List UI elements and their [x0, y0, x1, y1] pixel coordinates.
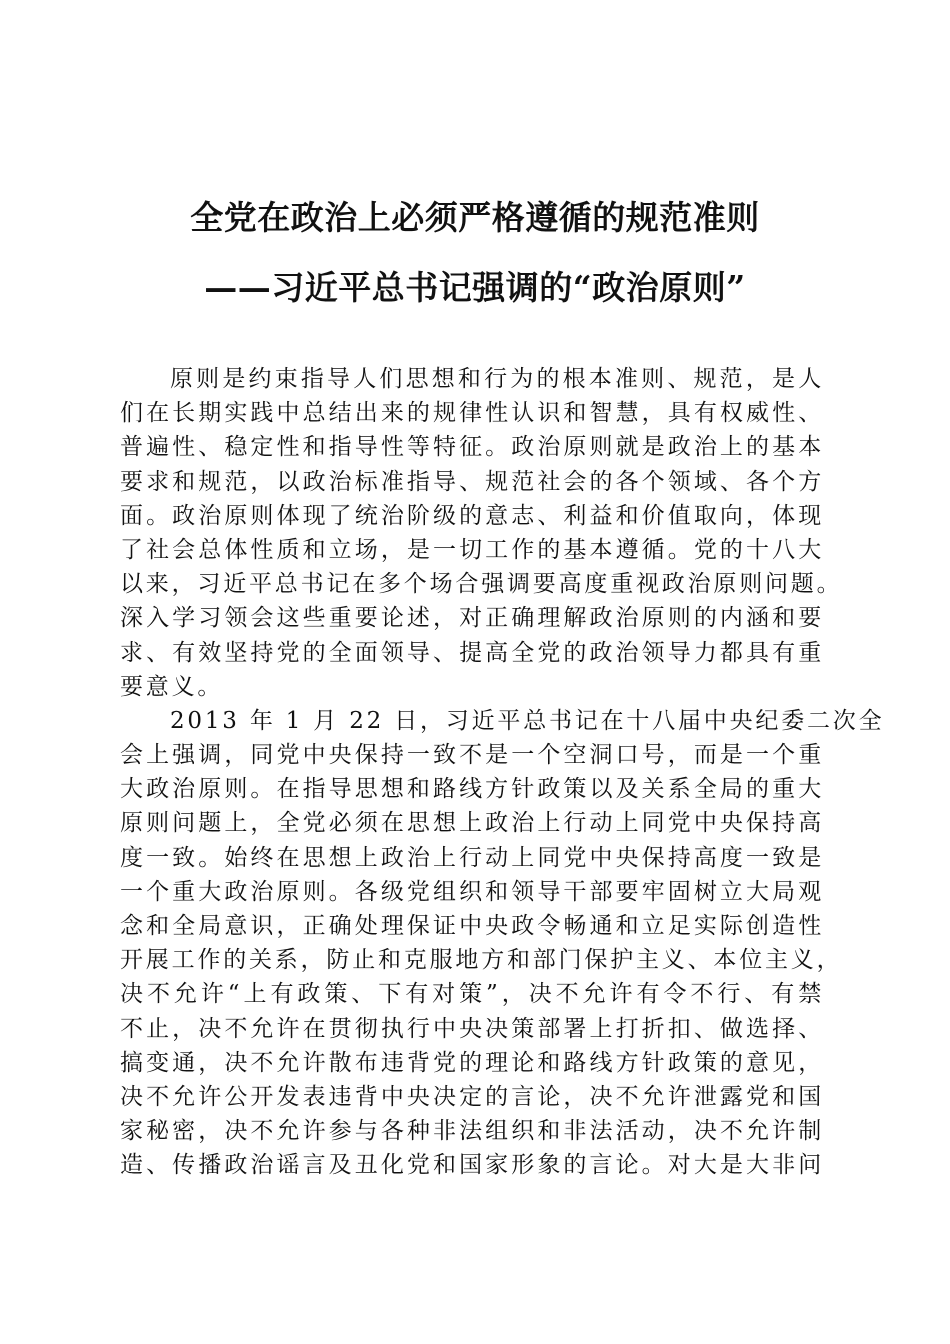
body-line: 求、有效坚持党的全面领导、提高全党的政治领导力都具有重 — [120, 639, 824, 666]
body-line: 面。政治原则体现了统治阶级的意志、利益和价值取向，体现 — [120, 502, 824, 529]
document-title: 全党在政治上必须严格遵循的规范准则 — [190, 198, 760, 237]
document-subtitle: ——习近平总书记强调的“政治原则” — [204, 268, 746, 307]
body-line: 不止，决不允许在贯彻执行中央决策部署上打折扣、做选择、 — [120, 1015, 824, 1042]
body-line: 深入学习领会这些重要论述，对正确理解政治原则的内涵和要 — [120, 605, 824, 632]
body-line: 要意义。 — [120, 673, 224, 700]
body-line: 以来，习近平总书记在多个场合强调要高度重视政治原则问题。 — [120, 571, 843, 598]
body-line: 念和全局意识，正确处理保证中央政令畅通和立足实际创造性 — [120, 913, 824, 939]
body-line: 开展工作的关系，防止和克服地方和部门保护主义、本位主义， — [120, 947, 843, 974]
body-line: 决不允许“上有政策、下有对策”，决不允许有令不行、有禁 — [120, 981, 824, 1008]
body-line: 一个重大政治原则。各级党组织和领导干部要牢固树立大局观 — [120, 878, 824, 905]
body-line: 们在长期实践中总结出来的规律性认识和智慧，具有权威性、 — [120, 400, 824, 427]
body-line: 家秘密，决不允许参与各种非法组织和非法活动，决不允许制 — [120, 1118, 824, 1145]
body-line: 要求和规范，以政治标准指导、规范社会的各个领域、各个方 — [120, 468, 824, 495]
body-line: 了社会总体性质和立场，是一切工作的基本遵循。党的十八大 — [120, 536, 824, 563]
body-line: 原则是约束指导人们思想和行为的根本准则、规范，是人 — [170, 366, 824, 392]
body-line: 度一致。始终在思想上政治上行动上同党中央保持高度一致是 — [120, 844, 824, 871]
body-line: 原则问题上，全党必须在思想上政治上行动上同党中央保持高 — [120, 810, 824, 837]
body-line: 决不允许公开发表违背中央决定的言论，决不允许泄露党和国 — [120, 1083, 824, 1110]
document-body — [120, 362, 885, 1183]
body-line: 2013 年 1 月 22 日，习近平总书记在十八届中央纪委二次全 — [170, 707, 885, 734]
body-line: 普遍性、稳定性和指导性等特征。政治原则就是政治上的基本 — [120, 434, 824, 461]
body-line: 会上强调，同党中央保持一致不是一个空洞口号，而是一个重 — [120, 742, 824, 769]
body-line: 搞变通，决不允许散布违背党的理论和路线方针政策的意见， — [120, 1049, 824, 1076]
body-line: 造、传播政治谣言及丑化党和国家形象的言论。对大是大非问 — [120, 1152, 824, 1179]
body-line: 大政治原则。在指导思想和路线方针政策以及关系全局的重大 — [120, 776, 824, 803]
